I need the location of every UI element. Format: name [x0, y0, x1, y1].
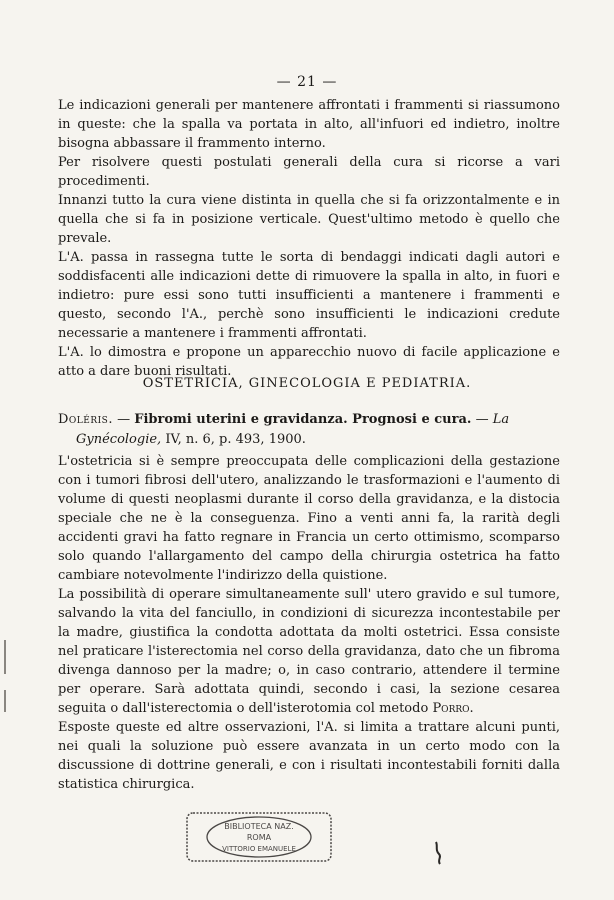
- paragraph: [58, 585, 560, 718]
- surgeon-name: Porro.: [432, 701, 474, 716]
- stamp-line: BIBLIOTECA NAZ.: [224, 822, 294, 831]
- paragraph: L'A. passa in rassegna tutte le sorta di bendaggi indicati dagli autori e soddisfacenti alle indicazioni dette di rimuovere la spalla in alto, in fuori e indietro: pure essi sono tutti insufficienti a mantenere i frammenti e questo, secondo l'A., perchè sono insufficienti le indicazioni credute necessarie a mantenere i frammenti affrontati.: [58, 250, 560, 341]
- page-number: — 21 —: [276, 74, 338, 90]
- text-block-review: [58, 452, 560, 794]
- section-heading: OSTETRICIA, GINECOLOGIA E PEDIATRIA.: [142, 376, 472, 391]
- paragraph: Innanzi tutto la cura viene distinta in quella che si fa orizzontalmente e in quella che si fa in posizione verticale. Quest'ultimo metodo è quello che prevale.: [58, 193, 560, 246]
- stamp-line: ROMA: [246, 833, 272, 842]
- citation-journal: Gynécologie,: [76, 432, 162, 447]
- stamp-line: VITTORIO EMANUELE: [222, 845, 296, 853]
- citation-details: IV, n. 6, p. 493, 1900.: [165, 432, 306, 447]
- paragraph-text: La possibilità di operare simultaneamente sull' utero gravido e sul tumore, salvando la vita del fanciullo, in condizioni di sicurezza incontestabile per la madre, giustifica la condotta adottata da molti ostetrici. Essa consiste nel praticare l'isterectomia nel corso della gravidanza, dato che un fibroma divenga dannoso per la madre; o, in caso contrario, attendere il termine per operare. Sarà adottata quindi, secondo i casi, la sezione cesarea seguita o dall'isterectomia o dell'isterotomia col metodo: [58, 587, 560, 716]
- paragraph: L'ostetricia si è sempre preoccupata delle complicazioni della gestazione con i tumori fibrosi dell'utero, analizzando le trasformazioni e l'aumento di volume di questi neoplasmi durante il corso della gravidanza, e la distocia speciale che ne è la conseguenza. Fino a venti anni fa, la rarità degli accidenti gravi ha fatto regnare in Francia un certo ottimismo, scomparso solo quando l'allargamento del campo della chirurgia ostetrica ha fatto cambiare notevolmente l'indirizzo della quistione.: [58, 454, 560, 583]
- citation-dash: —: [117, 412, 131, 427]
- scan-edge-mark: [4, 690, 6, 712]
- citation-title: Fibromi uterini e gravidanza. Prognosi e cura.: [134, 412, 472, 427]
- paragraph: L'A. lo dimostra e propone un apparecchio nuovo di facile applicazione e atto a dare buoni risultati.: [58, 345, 560, 379]
- scan-edge-mark: [4, 640, 6, 674]
- library-stamp: [186, 812, 332, 862]
- paragraph: Esposte queste ed altre osservazioni, l'A. si limita a trattare alcuni punti, nei quali la soluzione può essere avanzata in un certo modo con la discussione di dottrine generali, e con i risultati incontestabili forniti dalla statistica chirurgica.: [58, 720, 560, 792]
- paragraph: Per risolvere questi postulati generali della cura si ricorse a vari procedimenti.: [58, 155, 560, 189]
- text-block-top: [58, 96, 560, 381]
- citation-dash: —: [475, 412, 489, 427]
- ink-mark: [433, 840, 445, 866]
- paragraph: Le indicazioni generali per mantenere affrontati i frammenti si riassumono in queste: che la spalla va portata in alto, all'infuori ed indietro, inoltre bisogna abbassare il frammento interno.: [58, 98, 560, 151]
- library-stamp-graphic: [186, 812, 332, 862]
- citation: [58, 410, 560, 450]
- citation-journal-article: La: [492, 412, 510, 427]
- citation-author: Doléris.: [58, 412, 113, 427]
